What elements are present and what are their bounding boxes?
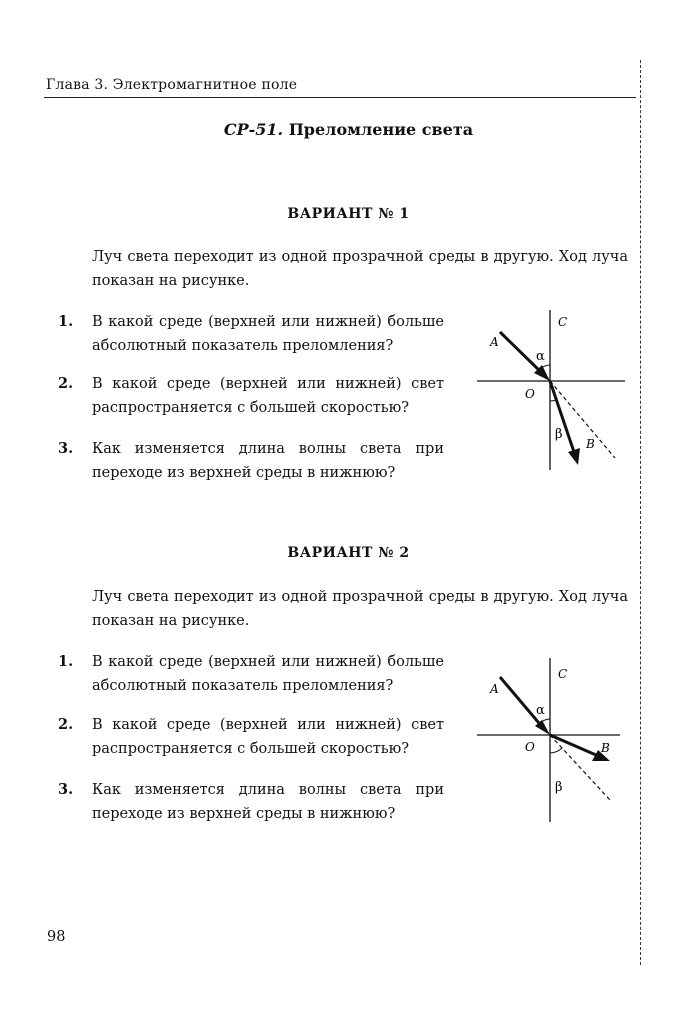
question-number: 2. <box>58 375 74 392</box>
variant-2-intro: Луч света переходит из одной прозрачной среды в другую. Ход луча показан на рисунке. <box>92 589 628 629</box>
label-a: A <box>490 682 499 696</box>
angle-beta: β <box>555 427 563 442</box>
page-number: 98 <box>47 929 66 945</box>
label-o: O <box>525 387 535 401</box>
cut-line <box>640 60 641 965</box>
question-number: 1. <box>58 653 74 670</box>
question-number: 2. <box>58 716 74 733</box>
question-text: В какой среде (верхней или нижней) больше абсолютный показатель преломления? <box>92 654 444 694</box>
label-o: O <box>525 740 535 754</box>
chapter-header: Глава 3. Электромагнитное поле <box>46 77 298 93</box>
beta-arc <box>550 400 556 401</box>
refracted-arrowhead <box>568 448 580 465</box>
header-rule <box>44 97 636 98</box>
label-b: B <box>586 437 595 451</box>
extension-dashed-line <box>550 381 615 458</box>
variant-2-refraction-diagram <box>470 650 640 830</box>
question-text: Как изменяется длина волны света при переходе из верхней среды в нижнюю? <box>92 782 444 822</box>
label-a: A <box>490 335 499 349</box>
label-c: C <box>558 315 568 329</box>
angle-beta: β <box>555 780 563 795</box>
title-code: СР-51. <box>223 120 284 139</box>
question-text: В какой среде (верхней или нижней) свет распространяется с большей скоростью? <box>92 376 444 416</box>
question-text: Как изменяется длина волны света при переходе из верхней среды в нижнюю? <box>92 441 444 481</box>
page-title <box>0 120 697 139</box>
question-number: 3. <box>58 440 74 457</box>
label-c: C <box>558 667 568 681</box>
question-text: В какой среде (верхней или нижней) свет распространяется с большей скоростью? <box>92 717 444 757</box>
question-number: 1. <box>58 313 74 330</box>
variant-1-intro: Луч света переходит из одной прозрачной среды в другую. Ход луча показан на рисунке. <box>92 249 628 289</box>
variant-1-refraction-diagram <box>470 300 640 480</box>
question-number: 3. <box>58 781 74 798</box>
variant-2-heading: ВАРИАНТ № 2 <box>287 545 410 561</box>
title-text: Преломление света <box>288 120 474 139</box>
label-b: B <box>601 741 610 755</box>
angle-alpha: α <box>536 703 545 718</box>
question-text: В какой среде (верхней или нижней) больше абсолютный показатель преломления? <box>92 314 444 354</box>
variant-1-heading: ВАРИАНТ № 1 <box>287 206 410 222</box>
beta-arc <box>550 748 562 753</box>
angle-alpha: α <box>536 349 545 364</box>
